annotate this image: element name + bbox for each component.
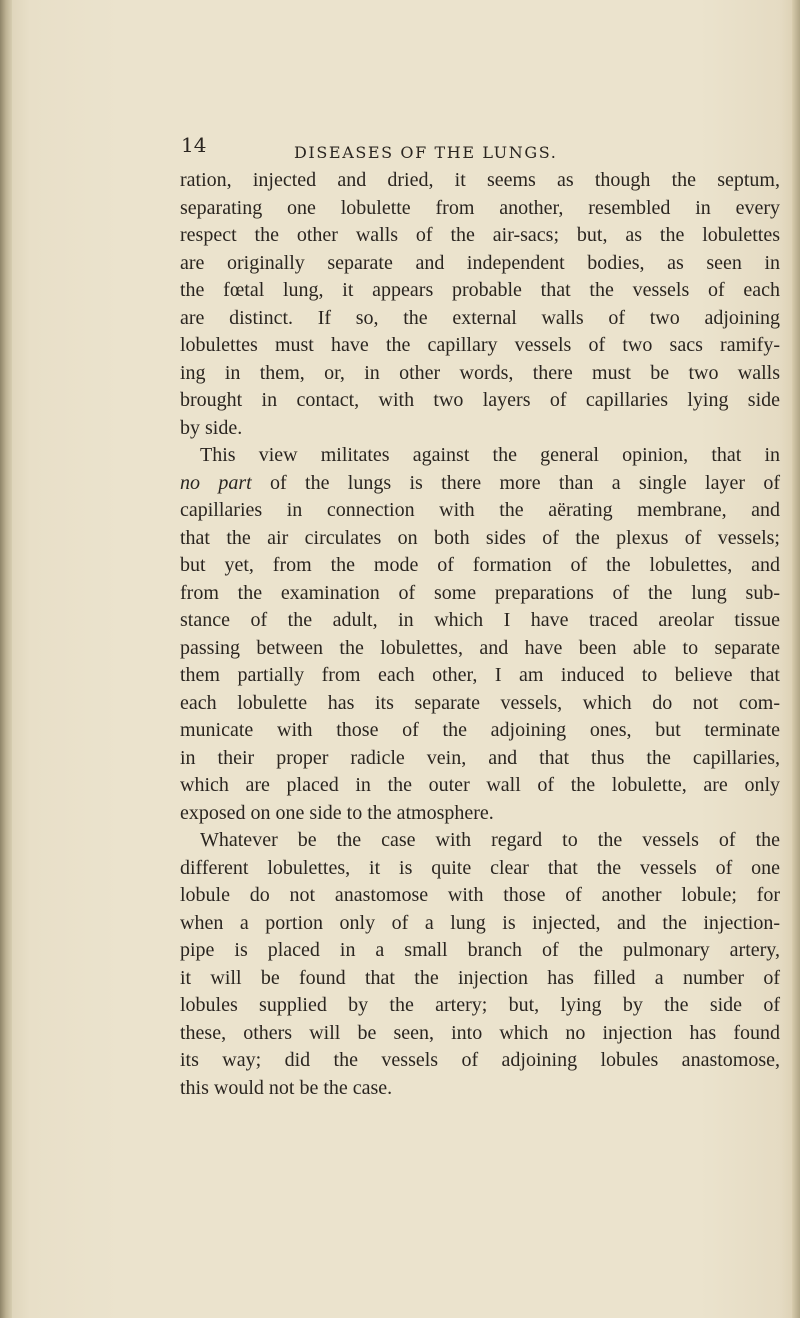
text-line: its way; did the vessels of adjoining lobules anastomose, <box>180 1049 780 1071</box>
text-line: Whatever be the case with regard to the vessels of the <box>200 829 780 851</box>
text-line: them partially from each other, I am induced to believe that <box>180 664 780 686</box>
text-line: from the examination of some preparations of the lung sub- <box>180 581 780 604</box>
text-line: are distinct. If so, the external walls of two adjoining <box>180 306 780 329</box>
text-line: these, others will be seen, into which no injection has found <box>180 1021 780 1044</box>
text-line: ing in them, or, in other words, there must be two walls <box>180 361 780 384</box>
body-text <box>180 167 780 1102</box>
text-line: which are placed in the outer wall of the lobulette, are only <box>180 774 780 796</box>
text-line: stance of the adult, in which I have traced areolar tissue <box>180 609 780 631</box>
text-line: This view militates against the general opinion, that in <box>200 444 780 466</box>
text-line: each lobulette has its separate vessels, which do not com- <box>180 691 780 714</box>
text-line: passing between the lobulettes, and have been able to separate <box>180 636 780 659</box>
text-line: lobule do not anastomose with those of another lobule; for <box>180 884 780 906</box>
text-line: when a portion only of a lung is injected, and the injection- <box>180 911 780 934</box>
text-line: separating one lobulette from another, resembled in every <box>180 196 780 219</box>
text-line: capillaries in connection with the aërating membrane, and <box>180 499 780 521</box>
text-line: respect the other walls of the air-sacs; but, as the lobulettes <box>180 224 780 246</box>
running-head: DISEASES OF THE LUNGS. <box>294 143 558 162</box>
binding-gutter-left <box>0 0 12 1318</box>
text-line: but yet, from the mode of formation of the lobulettes, and <box>180 554 780 576</box>
page-number: 14 <box>181 133 207 157</box>
text-line: lobules supplied by the artery; but, lying by the side of <box>180 994 780 1016</box>
text-line: brought in contact, with two layers of capillaries lying side <box>180 389 780 411</box>
text-line: this would not be the case. <box>180 1076 393 1099</box>
text-line: it will be found that the injection has filled a number of <box>180 966 780 989</box>
text-line: municate with those of the adjoining ones, but terminate <box>180 719 780 741</box>
text-line: that the air circulates on both sides of the plexus of vessels; <box>180 526 780 549</box>
text-line: pipe is placed in a small branch of the pulmonary artery, <box>180 939 780 961</box>
text-line: lobulettes must have the capillary vessels of two sacs ramify- <box>180 334 780 356</box>
text-line: in their proper radicle vein, and that thus the capillaries, <box>180 746 780 769</box>
text-line: by side. <box>180 416 243 439</box>
text-line: ration, injected and dried, it seems as though the septum, <box>180 169 780 191</box>
text-line: exposed on one side to the atmosphere. <box>180 801 494 824</box>
text-line: no part of the lungs is there more than a single layer of <box>180 471 780 494</box>
text-line: the fœtal lung, it appears probable that the vessels of each <box>180 279 780 301</box>
page-edge-right <box>792 0 800 1318</box>
text-line: different lobulettes, it is quite clear that the vessels of one <box>180 856 780 879</box>
text-line: are originally separate and independent bodies, as seen in <box>180 251 780 274</box>
